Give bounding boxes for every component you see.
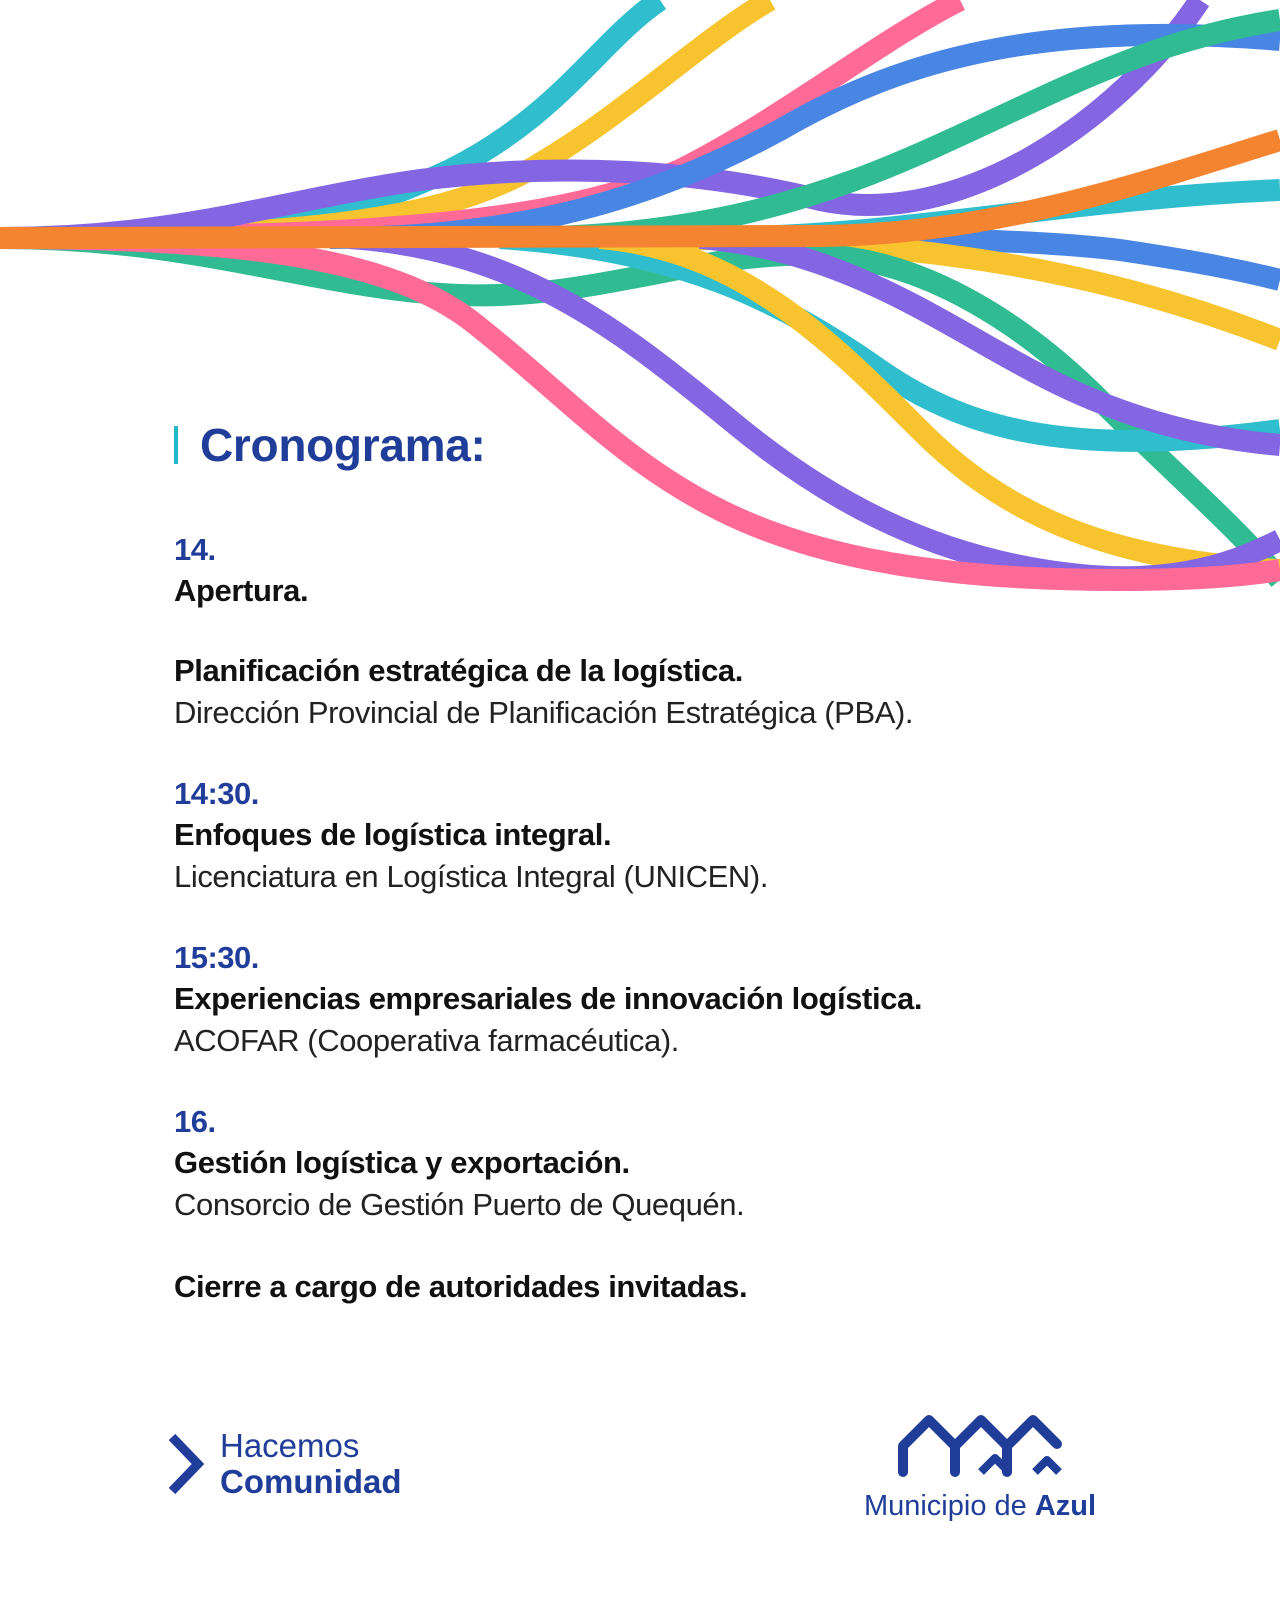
- schedule-time: 14:30.: [174, 776, 259, 811]
- municipio-azul-logo-icon: [895, 1410, 1065, 1482]
- schedule-title: Cierre a cargo de autoridades invitadas.: [174, 1269, 748, 1304]
- schedule-description: Consorcio de Gestión Puerto de Quequén.: [174, 1187, 745, 1222]
- schedule-title: Enfoques de logística integral.: [174, 817, 612, 852]
- schedule-title: Experiencias empresariales de innovación logística.: [174, 981, 923, 1016]
- title-row: [174, 420, 1174, 470]
- municipality-logo: [850, 1410, 1110, 1523]
- schedule-item-5: [174, 1102, 1174, 1226]
- schedule-time: 16.: [174, 1104, 216, 1139]
- slogan: [166, 1428, 401, 1500]
- schedule-item-6: [174, 1266, 1174, 1308]
- slogan-line-1: Hacemos: [220, 1427, 360, 1464]
- schedule-description: Licenciatura en Logística Integral (UNICEN).: [174, 859, 769, 894]
- municipality-prefix: Municipio de: [863, 1490, 1035, 1522]
- municipality-highlight: Azul: [1034, 1490, 1097, 1522]
- chevron-right-icon: [166, 1433, 206, 1495]
- schedule-title: Planificación estratégica de la logística.: [174, 653, 743, 688]
- schedule-item-3: [174, 774, 1174, 898]
- slogan-line-2: Comunidad: [220, 1463, 402, 1500]
- schedule-item-4: [174, 938, 1174, 1062]
- page-title: Cronograma:: [200, 419, 486, 471]
- title-accent-bar: [174, 426, 178, 464]
- schedule-time: 15:30.: [174, 940, 259, 975]
- schedule-content: [174, 420, 1174, 1308]
- schedule-item-2: [174, 650, 1174, 734]
- municipality-name: [850, 1490, 1110, 1523]
- slogan-text: [220, 1428, 401, 1500]
- schedule-description: Dirección Provincial de Planificación Estratégica (PBA).: [174, 695, 914, 730]
- schedule-description: ACOFAR (Cooperativa farmacéutica).: [174, 1023, 679, 1058]
- schedule-item-1: [174, 530, 1174, 612]
- schedule-title: Apertura.: [174, 573, 309, 608]
- schedule-title: Gestión logística y exportación.: [174, 1145, 630, 1180]
- schedule-time: 14.: [174, 532, 216, 567]
